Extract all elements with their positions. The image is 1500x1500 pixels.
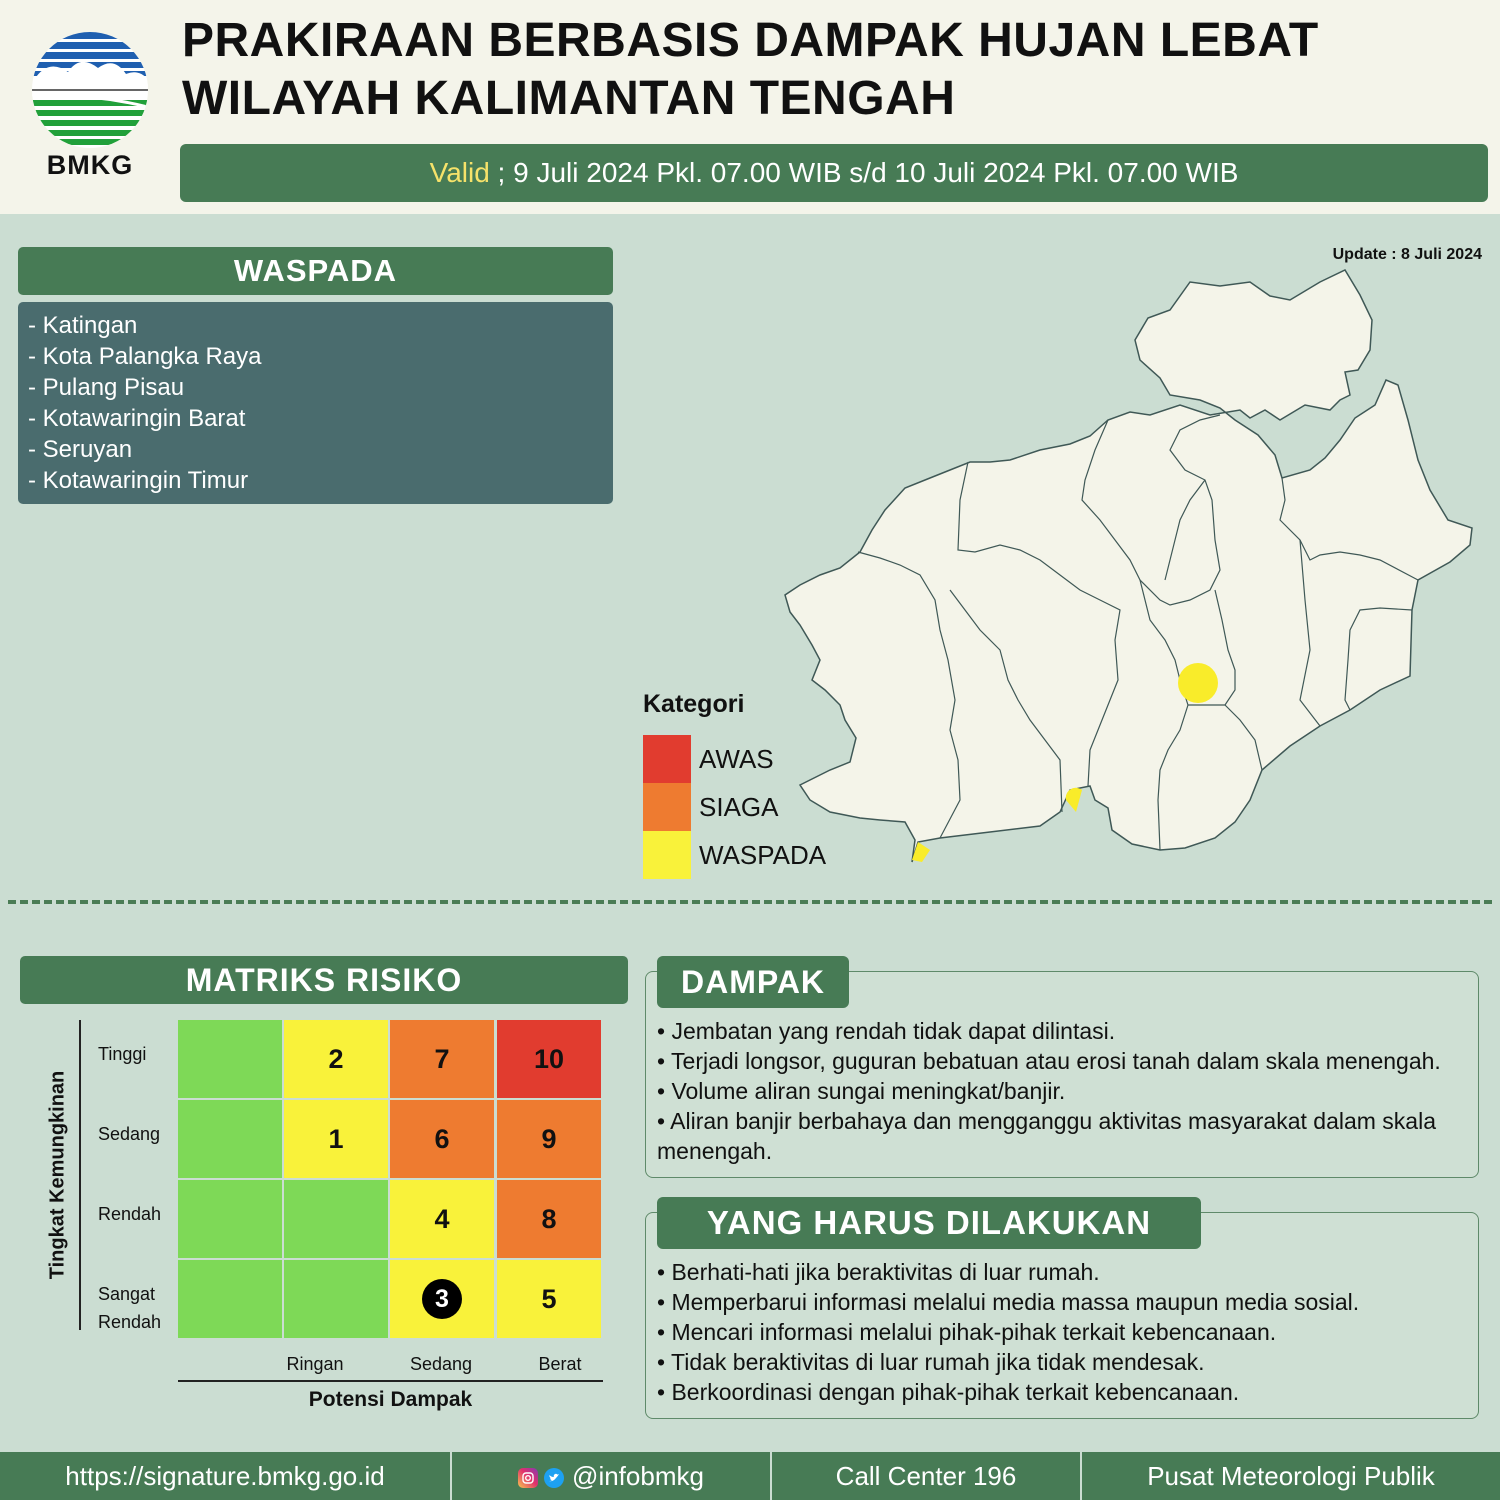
dampak-item: • Aliran banjir berbahaya dan mengganggu aktivitas masyarakat dalam skala xyxy=(657,1108,1437,1134)
footer-organization: Pusat Meteorologi Publik xyxy=(1147,1461,1435,1491)
matrix-cell: 8 xyxy=(497,1180,601,1258)
footer-call-center: Call Center 196 xyxy=(835,1461,1017,1491)
dampak-item: • Volume aliran sungai meningkat/banjir. xyxy=(657,1078,1066,1104)
matrix-cell: 2 xyxy=(284,1020,388,1098)
x-axis-title: Potensi Dampak xyxy=(308,1388,473,1411)
legend-title: Kategori xyxy=(643,690,745,718)
list-item: - Kota Palangka Raya xyxy=(28,343,262,370)
footer-social[interactable] xyxy=(452,1452,770,1500)
row-label-tinggi: Tinggi xyxy=(98,1044,147,1064)
matrix-cell: 9 xyxy=(497,1100,601,1178)
list-item: - Pulang Pisau xyxy=(28,374,185,401)
matrix-cell: 10 xyxy=(497,1020,601,1098)
legend-label: AWAS xyxy=(699,744,774,774)
bmkg-logo xyxy=(28,28,152,188)
matrix-cell: 4 xyxy=(390,1180,494,1258)
todo-header: YANG HARUS DILAKUKAN xyxy=(657,1197,1201,1249)
todo-item: • Berhati-hati jika beraktivitas di luar rumah. xyxy=(657,1259,1100,1285)
legend-label: SIAGA xyxy=(699,792,779,822)
matrix-cell xyxy=(284,1260,388,1338)
validity-bar xyxy=(180,144,1488,202)
legend-swatch-siaga xyxy=(643,783,691,831)
legend-item-siaga xyxy=(643,783,873,831)
row-label-sedang: Sedang xyxy=(98,1124,161,1144)
todo-item: • Memperbarui informasi melalui media massa maupun media sosial. xyxy=(657,1289,1360,1315)
dampak-header: DAMPAK xyxy=(657,956,849,1008)
province-outline xyxy=(785,270,1472,862)
todo-item: • Tidak beraktivitas di luar rumah jika tidak mendesak. xyxy=(657,1349,1205,1375)
matrix-cell xyxy=(178,1180,282,1258)
highlight-circle: 3 xyxy=(422,1279,462,1319)
row-label-rendah: Rendah xyxy=(98,1204,162,1224)
twitter-icon xyxy=(544,1468,564,1488)
dampak-item: • Jembatan yang rendah tidak dapat dilintasi. xyxy=(657,1018,1116,1044)
list-item: - Katingan xyxy=(28,312,138,339)
title-line-1: PRAKIRAAN BERBASIS DAMPAK HUJAN LEBAT xyxy=(182,14,1319,67)
update-date: Update : 8 Juli 2024 xyxy=(1332,246,1482,263)
bmkg-logo-icon xyxy=(28,28,152,150)
row-label-sangat-rendah: Sangat Rendah xyxy=(98,1284,162,1332)
x-axis-line xyxy=(178,1380,603,1382)
legend-swatch-awas xyxy=(643,735,691,783)
col-label-sedang: Sedang xyxy=(409,1354,473,1374)
matrix-cell: 6 xyxy=(390,1100,494,1178)
matrix-header: MATRIKS RISIKO xyxy=(20,956,628,1004)
risk-matrix xyxy=(178,1020,603,1340)
legend-label: WASPADA xyxy=(699,840,827,870)
footer-website-link[interactable]: https://signature.bmkg.go.id xyxy=(65,1461,385,1491)
footer xyxy=(0,1452,1500,1500)
matrix-cell: 7 xyxy=(390,1020,494,1098)
todo-item: • Berkoordinasi dengan pihak-pihak terkait kebencanaan. xyxy=(657,1379,1240,1405)
legend-item-waspada xyxy=(643,831,873,879)
col-label-berat: Berat xyxy=(538,1354,582,1374)
legend-item-awas xyxy=(643,735,873,783)
logo-text: BMKG xyxy=(46,150,134,180)
matrix-cell xyxy=(178,1100,282,1178)
y-axis-line xyxy=(79,1020,81,1330)
instagram-icon xyxy=(518,1468,538,1488)
header xyxy=(0,0,1500,214)
section-divider xyxy=(8,900,1492,904)
list-item: - Seruyan xyxy=(28,436,133,463)
waspada-area-south-coast xyxy=(1066,788,1082,812)
list-item: - Kotawaringin Timur xyxy=(28,467,249,494)
matrix-cell-highlighted xyxy=(390,1260,494,1338)
matrix-cell xyxy=(284,1180,388,1258)
matrix-cell xyxy=(178,1020,282,1098)
col-label-ringan: Ringan xyxy=(286,1354,344,1374)
waspada-area-palangka-raya xyxy=(1178,663,1218,703)
list-item: - Kotawaringin Barat xyxy=(28,405,246,432)
title-line-2: WILAYAH KALIMANTAN TENGAH xyxy=(182,72,956,125)
valid-period: ; 9 Juli 2024 Pkl. 07.00 WIB s/d 10 Juli 2024 Pkl. 07.00 WIB xyxy=(489,157,1239,188)
social-handle: @infobmkg xyxy=(572,1461,704,1491)
social-icons xyxy=(518,1468,564,1488)
matrix-cell: 5 xyxy=(497,1260,601,1338)
dampak-item: • Terjadi longsor, guguran bebatuan atau erosi tanah dalam skala menengah. xyxy=(657,1048,1441,1074)
matrix-cell: 1 xyxy=(284,1100,388,1178)
dampak-item: menengah. xyxy=(657,1138,773,1164)
valid-label: Valid xyxy=(429,157,490,188)
legend-swatch-waspada xyxy=(643,831,691,879)
todo-item: • Mencari informasi melalui pihak-pihak terkait kebencanaan. xyxy=(657,1319,1277,1345)
y-axis-title: Tingkat Kemungkinan xyxy=(46,1070,69,1280)
page-title xyxy=(182,12,1319,128)
waspada-header: WASPADA xyxy=(18,247,613,295)
waspada-list xyxy=(18,302,613,504)
matrix-cell xyxy=(178,1260,282,1338)
